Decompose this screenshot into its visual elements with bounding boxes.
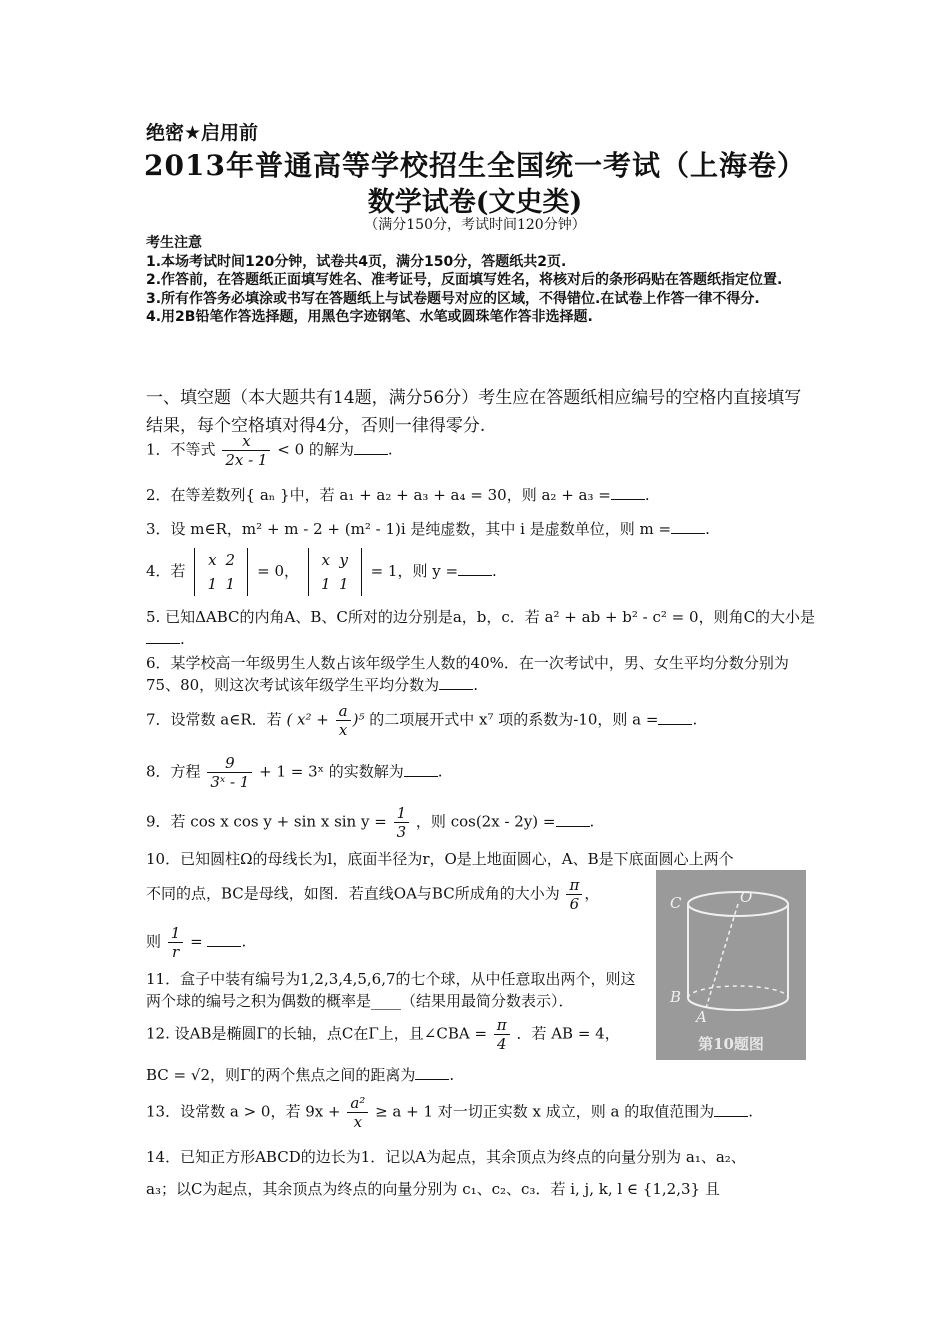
question-14-line2: a₃；以C为起点，其余顶点为终点的向量分别为 c₁、c₂、c₃．若 i, j, k, l ∈ {1,2,3} 且 — [146, 1180, 720, 1198]
question-13: 13．设常数 a > 0，若 9x + $\frac{\text{a²}}{x}$ ≥ a + 1 对一切正实数 x 成立，则 a 的取值范围为 . — [146, 1094, 754, 1131]
exam-title: 2013年普通高等学校招生全国统一考试（上海卷） — [144, 149, 806, 182]
answer-blank — [658, 710, 692, 725]
fraction: $\frac{\pi}{6}$ — [566, 876, 582, 913]
fraction: $\frac{x}{2x - 1}$ — [222, 432, 270, 469]
question-9: 9．若 cos x cos y + sin x sin y = $\frac{1}{3}$ ，则 cos(2x - 2y) = . — [146, 804, 595, 841]
fraction: $\frac{1}{3}$ — [394, 804, 410, 841]
exam-subtitle: 数学试卷(文史类) — [367, 187, 583, 218]
question-14: 14．已知正方形ABCD的边长为1．记以A为起点，其余顶点为终点的向量分别为 a₁、a₂、 — [146, 1148, 746, 1166]
question-11: 11．盒子中装有编号为1,2,3,4,5,6,7的七个球，从中任意取出两个，则这两个球的编号之积为偶数的概率是____（结果用最简分数表示）． — [146, 970, 636, 1010]
question-2: 2．在等差数列{ aₙ }中，若 a₁ + a₂ + a₃ + a₄ = 30，则 a₂ + a₃ = . — [146, 486, 650, 504]
question-6: 6．某学校高一年级男生人数占该年级学生人数的40%．在一次考试中，男、女生平均分数分别为75、80，则这次考试该年级学生平均分数为 . — [146, 654, 789, 694]
fraction: $\frac{\text{a²}}{x}$ — [347, 1094, 368, 1131]
question-3: 3．设 m∈R，m² + m - 2 + (m² - 1)i 是纯虚数，其中 i 是虚数单位，则 m = . — [146, 520, 710, 538]
answer-blank — [671, 519, 705, 534]
cylinder-figure — [656, 870, 806, 1060]
answer-blank — [207, 932, 241, 947]
answer-blank — [439, 675, 473, 690]
notice-item: 1.本场考试时间120分钟，试卷共4页，满分150分，答题纸共2页. — [146, 253, 567, 270]
answer-blank — [354, 440, 388, 455]
question-10: 10．已知圆柱Ω的母线长为l，底面半径为r，O是上地面圆心，A、B是下底面圆心上两个 — [146, 850, 734, 868]
label-b: B — [670, 988, 682, 1006]
question-12: 12. 设AB是椭圆Γ的长轴，点C在Γ上，且∠CBA = $\frac{\pi}{4}$ ．若 AB = 4， — [146, 1016, 620, 1053]
fraction: $\frac{1}{r}$ — [168, 924, 184, 961]
question-4: 4．若 x 2 1 1 = 0， x y 1 1 = 1，则 y = . — [146, 548, 816, 596]
determinant: x y 1 1 — [308, 548, 362, 596]
notice-block — [146, 234, 816, 327]
notice-item: 2.作答前，在答题纸正面填写姓名、准考证号，反面填写姓名，将核对后的条形码贴在答题纸指定位置. — [146, 272, 783, 288]
notice-heading: 考生注意 — [146, 235, 202, 251]
exam-duration: （满分150分，考试时间120分钟） — [364, 217, 586, 233]
section-heading: 一、填空题（本大题共有14题，满分56分）考生应在答题纸相应编号的空格内直接填写结果，每个空格填对得4分，否则一律得零分. — [146, 388, 802, 436]
notice-item: 4.用2B铅笔作答选择题，用黑色字迹钢笔、水笔或圆珠笔作答非选择题. — [146, 309, 593, 325]
question-10-line2: 不同的点，BC是母线，如图．若直线OA与BC所成角的大小为 $\frac{\pi}{6}$ ， — [146, 876, 600, 913]
question-12-line2: BC = √2，则Γ的两个焦点之间的距离为 . — [146, 1066, 455, 1084]
question-1: 1．不等式 $\frac{x}{2x - 1}$ < 0 的解为 . — [146, 432, 393, 469]
question-10-line3: 则 $\frac{1}{r}$ = . — [146, 924, 247, 961]
answer-blank — [611, 485, 645, 500]
fraction: $\frac{a}{x}$ — [336, 702, 351, 739]
notice-item: 3.所有作答务必填涂或书写在答题纸上与试卷题号对应的区域，不得错位.在试卷上作答一律不得分. — [146, 290, 760, 307]
question-5: 5. 已知ΔABC的内角A、B、C所对的边分别是a，b，c．若 a² + ab + b² - c² = 0，则角C的大小是. — [146, 608, 816, 648]
question-7: 7．设常数 a∈R．若 ( x² + $\frac{a}{x}$ )⁵ 的二项展开式中 x⁷ 项的系数为-10，则 a = . — [146, 702, 698, 739]
figure-caption: 第10题图 — [698, 1035, 764, 1053]
answer-blank — [556, 812, 590, 827]
label-a: A — [696, 1008, 707, 1026]
fraction: $\frac{\pi}{4}$ — [494, 1016, 510, 1053]
determinant: x 2 1 1 — [194, 548, 248, 596]
cylinder-diagram — [656, 870, 806, 1060]
answer-blank — [404, 762, 438, 777]
answer-blank — [146, 629, 180, 644]
question-8: 8．方程 $\frac{9}{\text{3ˣ - 1}}$ + 1 = 3ˣ 的实数解为 . — [146, 754, 443, 791]
answer-blank — [458, 561, 492, 576]
label-c: C — [670, 894, 682, 912]
answer-blank — [714, 1102, 748, 1117]
answer-blank — [415, 1065, 449, 1080]
label-o: O — [740, 888, 753, 906]
secret-label: 绝密★启用前 — [146, 122, 259, 144]
fraction: $\frac{9}{\text{3ˣ - 1}}$ — [207, 754, 252, 791]
